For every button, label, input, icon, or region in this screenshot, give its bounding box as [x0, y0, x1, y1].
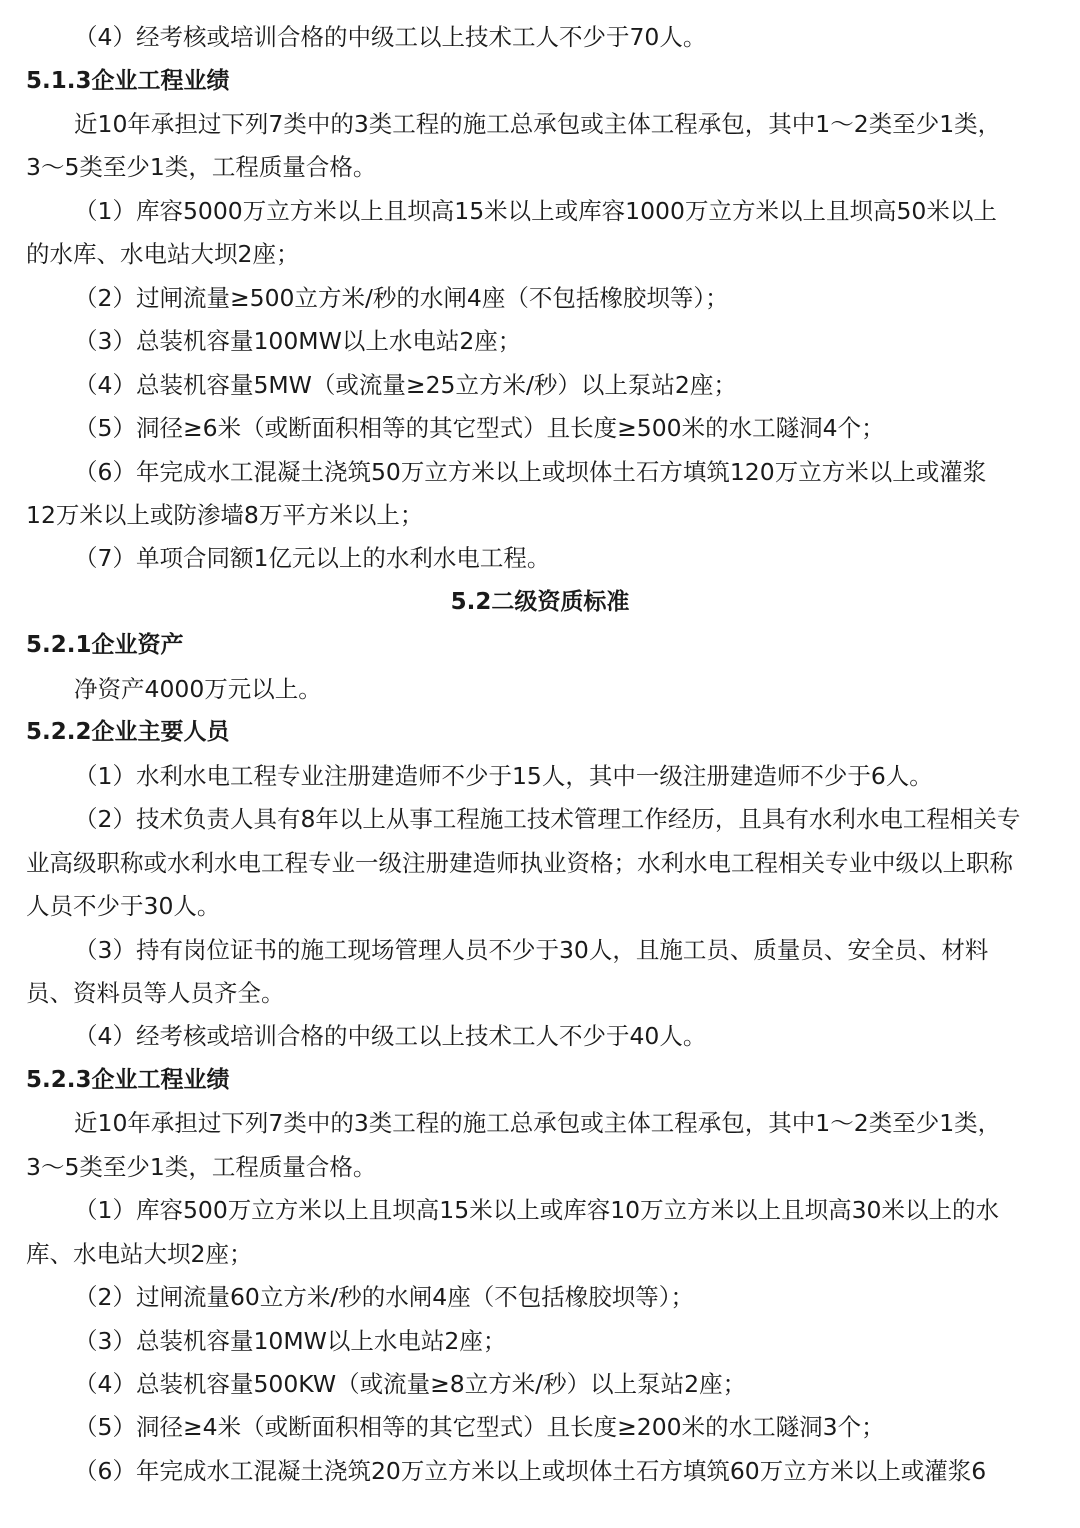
paragraph-first-line: 净资产4000万元以上。 [74, 674, 322, 703]
paragraph-first-line: （2）技术负责人具有8年以上从事工程施工技术管理工作经历，且具有水利水电工程相关专 [74, 805, 1021, 834]
paragraph-first-line: （3）总装机容量10MW以上水电站2座； [74, 1326, 507, 1355]
body-text-line: 员、资料员等人员齐全。 [26, 978, 285, 1007]
body-text-line: 3～5类至少1类，工程质量合格。 [26, 153, 377, 182]
section-heading: 5.1.3企业工程业绩 [26, 67, 230, 94]
paragraph-first-line: （3）持有岗位证书的施工现场管理人员不少于30人，且施工员、质量员、安全员、材料 [74, 935, 989, 964]
paragraph-first-line: 近10年承担过下列7类中的3类工程的施工总承包或主体工程承包，其中1～2类至少1类， [74, 1109, 1002, 1138]
body-text-line: 的水库、水电站大坝2座； [26, 240, 300, 269]
chapter-heading: 5.2二级资质标准 [450, 588, 630, 615]
section-heading: 5.2.1企业资产 [26, 632, 184, 659]
paragraph-first-line: （5）洞径≥4米（或断面积相等的其它型式）且长度≥200米的水工隧洞3个； [74, 1413, 885, 1442]
section-heading: 5.2.3企业工程业绩 [26, 1066, 230, 1093]
paragraph-first-line: （4）总装机容量500KW（或流量≥8立方米/秒）以上泵站2座； [74, 1370, 747, 1398]
paragraph-first-line: （4）经考核或培训合格的中级工以上技术工人不少于70人。 [74, 23, 707, 51]
paragraph-first-line: （6）年完成水工混凝土浇筑20万立方米以上或坝体土石方填筑60万立方米以上或灌浆6 [74, 1456, 987, 1485]
body-text-line: 人员不少于30人。 [26, 892, 221, 920]
section-heading: 5.2.2企业主要人员 [26, 719, 230, 746]
paragraph-first-line: （3）总装机容量100MW以上水电站2座； [74, 327, 522, 356]
paragraph-first-line: （6）年完成水工混凝土浇筑50万立方米以上或坝体土石方填筑120万立方米以上或灌浆 [74, 457, 987, 486]
paragraph-first-line: （2）过闸流量≥500立方米/秒的水闸4座（不包括橡胶坝等）； [74, 283, 729, 312]
paragraph-first-line: （1）库容5000万立方米以上且坝高15米以上或库容1000万立方米以上且坝高50米以上 [74, 196, 997, 225]
paragraph-first-line: （1）库容500万立方米以上且坝高15米以上或库容10万立方米以上且坝高30米以上的水 [74, 1196, 1000, 1225]
paragraph-first-line: （2）过闸流量60立方米/秒的水闸4座（不包括橡胶坝等）； [74, 1283, 694, 1312]
paragraph-first-line: （1）水利水电工程专业注册建造师不少于15人，其中一级注册建造师不少于6人。 [74, 761, 933, 790]
paragraph-first-line: （7）单项合同额1亿元以上的水利水电工程。 [74, 544, 551, 573]
paragraph-first-line: （5）洞径≥6米（或断面积相等的其它型式）且长度≥500米的水工隧洞4个； [74, 414, 885, 443]
body-text-line: 12万米以上或防渗墙8万平方米以上； [26, 501, 424, 529]
body-text-line: 库、水电站大坝2座； [26, 1239, 253, 1268]
body-text-line: 业高级职称或水利水电工程专业一级注册建造师执业资格；水利水电工程相关专业中级以上职称 [26, 848, 1013, 877]
body-text-line: 3～5类至少1类，工程质量合格。 [26, 1152, 377, 1181]
paragraph-first-line: （4）总装机容量5MW（或流量≥25立方米/秒）以上泵站2座； [74, 370, 737, 399]
paragraph-first-line: 近10年承担过下列7类中的3类工程的施工总承包或主体工程承包，其中1～2类至少1类， [74, 109, 1002, 138]
paragraph-first-line: （4）经考核或培训合格的中级工以上技术工人不少于40人。 [74, 1022, 707, 1051]
